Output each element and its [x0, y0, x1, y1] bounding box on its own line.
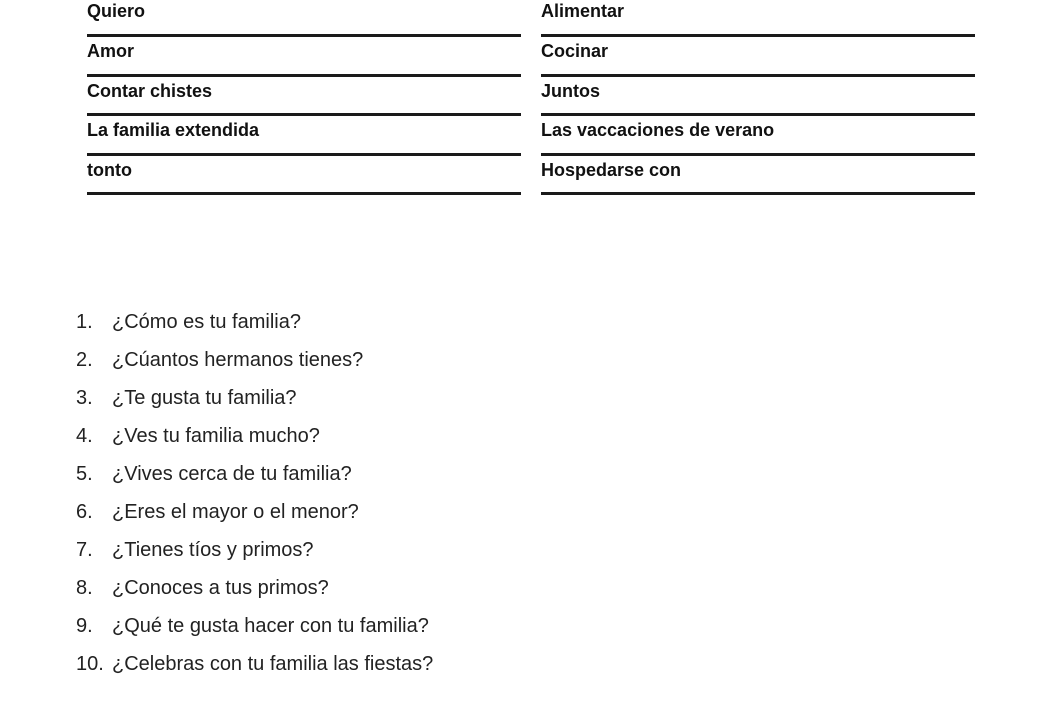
question-item: [76, 614, 433, 652]
vocabulary-row: [541, 118, 975, 156]
vocabulary-word: La familia extendida: [87, 120, 260, 140]
vocabulary-word: Quiero: [87, 1, 146, 21]
vocabulary-word: Contar chistes: [87, 80, 213, 101]
question-number: 10.: [76, 653, 104, 675]
question-item: [76, 500, 433, 538]
question-item: [76, 652, 433, 690]
vocabulary-row: [541, 39, 975, 77]
vocabulary-word: Juntos: [541, 80, 601, 101]
vocabulary-row: [87, 0, 521, 37]
question-text: ¿Cúantos hermanos tienes?: [112, 349, 364, 371]
question-item: [76, 538, 433, 576]
vocabulary-column-left: [87, 0, 521, 197]
question-number: 7.: [76, 539, 93, 561]
question-list: [76, 310, 433, 690]
question-number: 1.: [76, 311, 93, 333]
question-item: [76, 310, 433, 348]
question-item: [76, 348, 433, 386]
question-text: ¿Eres el mayor o el menor?: [112, 501, 359, 523]
question-text: ¿Vives cerca de tu familia?: [112, 463, 352, 485]
question-text: ¿Cómo es tu familia?: [112, 311, 301, 333]
question-item: [76, 576, 433, 614]
vocabulary-word: Hospedarse con: [541, 159, 682, 180]
question-number: 3.: [76, 387, 93, 409]
vocabulary-column-right: [541, 0, 975, 197]
vocabulary-word: tonto: [87, 159, 132, 180]
vocabulary-row: [541, 158, 975, 196]
vocabulary-word: Cocinar: [541, 41, 609, 61]
question-text: ¿Tienes tíos y primos?: [112, 539, 314, 561]
question-number: 2.: [76, 349, 93, 371]
question-item: [76, 462, 433, 500]
question-number: 9.: [76, 615, 93, 637]
question-number: 5.: [76, 463, 93, 485]
question-text: ¿Ves tu familia mucho?: [112, 425, 320, 447]
question-item: [76, 386, 433, 424]
vocabulary-row: [87, 118, 521, 156]
question-text: ¿Te gusta tu familia?: [112, 387, 297, 409]
vocabulary-row: [541, 0, 975, 37]
question-number: 8.: [76, 577, 93, 599]
question-text: ¿Conoces a tus primos?: [112, 577, 329, 599]
vocabulary-row: [87, 79, 521, 117]
question-text: ¿Qué te gusta hacer con tu familia?: [112, 615, 429, 637]
vocabulary-row: [87, 39, 521, 77]
question-item: [76, 424, 433, 462]
vocabulary-word: Alimentar: [541, 1, 625, 21]
question-number: 6.: [76, 501, 93, 523]
vocabulary-row: [87, 158, 521, 196]
question-number: 4.: [76, 425, 93, 447]
vocabulary-row: [541, 79, 975, 117]
vocabulary-word: Amor: [87, 41, 135, 61]
vocabulary-word: Las vaccaciones de verano: [541, 120, 775, 140]
question-text: ¿Celebras con tu familia las fiestas?: [112, 653, 434, 675]
